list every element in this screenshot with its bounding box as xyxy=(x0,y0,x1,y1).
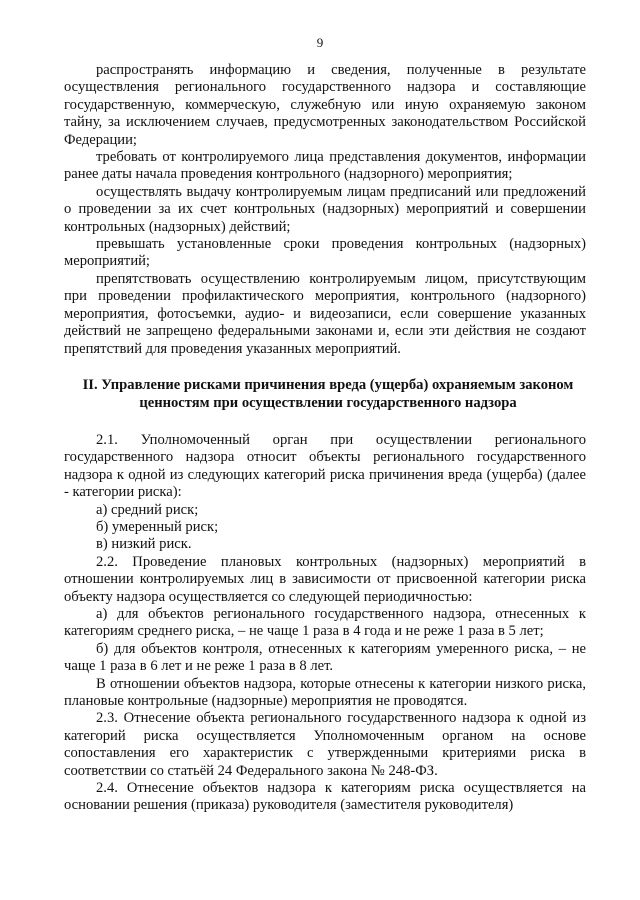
paragraph: распространять информацию и сведения, полученные в результате осуществления регионального государственного надзора и составляющие государственную, коммерческую, служебную или иную охраняемую законом тайну, за исключением случаев, предусмотренных законодательством Российской Федерации; xyxy=(64,62,586,148)
section-heading: II. Управление рисками причинения вреда (ущерба) охраняемым законом ценностям при осуществлении государственного надзора xyxy=(82,376,574,411)
paragraph: а) для объектов регионального государственного надзора, отнесенных к категориям среднего риска, – не чаще 1 раза в 4 года и не реже 1 раза в 5 лет; xyxy=(64,605,586,640)
paragraph: 2.1. Уполномоченный орган при осуществлении регионального государственного надзора относит объекты регионального государственного надзора к одной из следующих категорий риска причинения вреда (ущерба) (далее - категории риска): xyxy=(64,431,586,501)
paragraph: 2.3. Отнесение объекта регионального государственного надзора к одной из категорий риска осуществляется Уполномоченным органом на основе сопоставления его характеристик с утвержденными критериями риска в соответствии со статьёй 24 Федерального закона № 248-ФЗ. xyxy=(64,710,586,779)
list-item: б) умеренный риск; xyxy=(96,518,219,535)
document-body xyxy=(64,62,586,815)
list-item: а) средний риск; xyxy=(96,501,199,518)
paragraph: В отношении объектов надзора, которые отнесены к категории низкого риска, плановые контрольные (надзорные) мероприятия не проводятся. xyxy=(64,675,586,709)
paragraph: 2.2. Проведение плановых контрольных (надзорных) мероприятий в отношении контролируемых лиц в зависимости от присвоенной категории риска объекту надзора осуществляется со следующей периодичностью: xyxy=(64,553,586,605)
list-item: в) низкий риск. xyxy=(96,536,192,553)
paragraph: превышать установленные сроки проведения контрольных (надзорных) мероприятий; xyxy=(64,236,586,270)
paragraph: 2.4. Отнесение объектов надзора к категориям риска осуществляется на основании решения (приказа) руководителя (заместителя руководителя) xyxy=(64,780,586,814)
paragraph: препятствовать осуществлению контролируемым лицом, присутствующим при проведении профилактического мероприятия, контрольного (надзорного) мероприятия, фотосъемки, аудио- и видеозаписи, если совершение указанных действий не запрещено федеральными законами и, если эти действия не создают препятствий для проведения указанных мероприятий. xyxy=(64,270,586,357)
paragraph: осуществлять выдачу контролируемым лицам предписаний или предложений о проведении за их счет контрольных (надзорных) мероприятий и совершении контрольных (надзорных) действий; xyxy=(64,183,586,235)
paragraph: требовать от контролируемого лица представления документов, информации ранее даты начала проведения контрольного (надзорного) мероприятия; xyxy=(64,149,586,183)
page-number: 9 xyxy=(316,35,324,50)
paragraph: б) для объектов контроля, отнесенных к категориям умеренного риска, – не чаще 1 раза в 6 лет и не реже 1 раза в 8 лет. xyxy=(64,640,586,675)
